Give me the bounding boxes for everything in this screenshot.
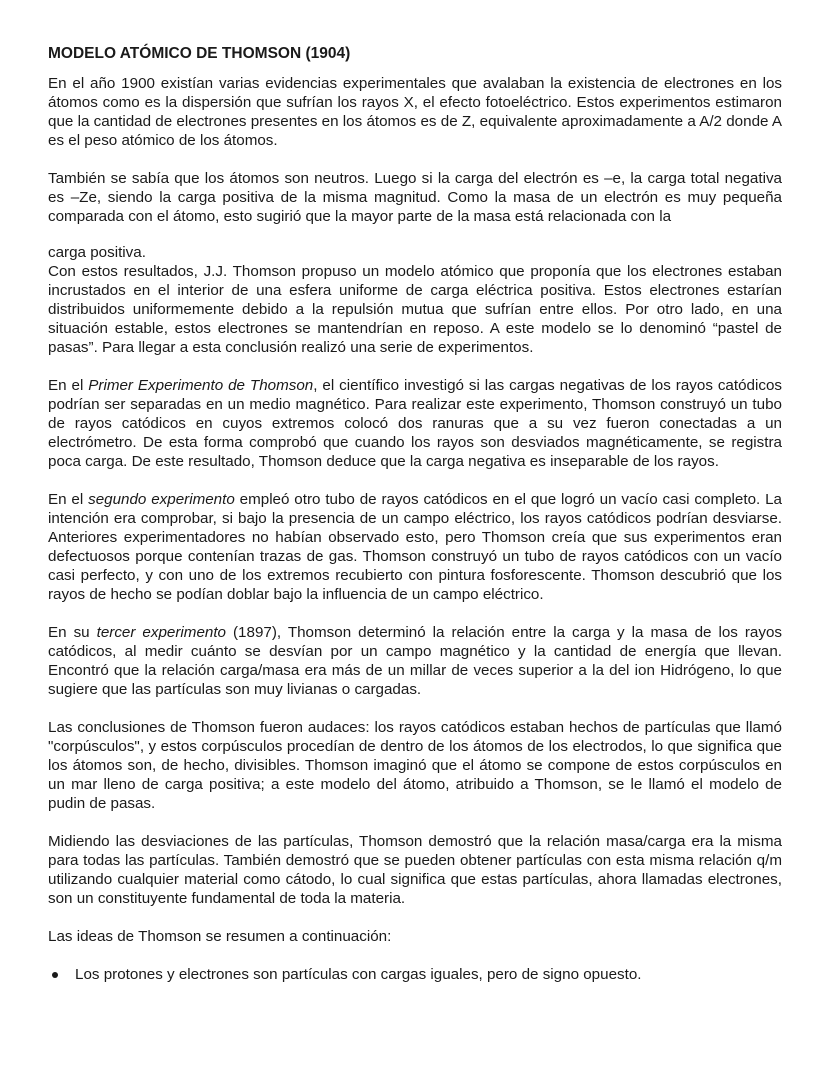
paragraph-thomson-model: Con estos resultados, J.J. Thomson propuso un modelo atómico que proponía que los electrones estaban incrustados en el interior de una esfera uniforme de carga eléctrica positiva. Estos electrones estarían distribuidos uniformemente debido a la repulsión mutua que sufrían entre ellos. Por otro lado, en una situación estable, estos electrones se mantendrían en reposo. A este modelo se lo denominó “pastel de pasas”. Para llegar a esta conclusión realizó una serie de experimentos.: [48, 263, 782, 356]
list-item: [48, 965, 782, 984]
text-run: , el científico investigó si las cargas negativas de los rayos catódicos podrían ser separadas en un medio magnético. Para realizar este experimento, Thomson construyó un tubo de rayos catódicos en cuyos extremos colocó dos ranuras que a su vez fueron conectadas a un electrómetro. De esta forma comprobó que cuando los rayos son desviados magnéticamente, se registra poca carga. De este resultado, Thomson deduce que la carga negativa es inseparable de los rayos.: [48, 377, 783, 470]
paragraph-conclusions: Las conclusiones de Thomson fueron audaces: los rayos catódicos estaban hechos de partículas que llamó "corpúsculos", y estos corpúsculos procedían de dentro de los átomos de los electrodos, lo que significa que los átomos son, de hecho, divisibles. Thomson imaginó que el átomo se compone de estos corpúsculos en un mar lleno de carga positiva; a este modelo del átomo, atribuido a Thomson, se le llamó el modelo de pudin de pasas.: [48, 719, 782, 812]
text-run: (1897), Thomson determinó la relación entre la carga y la masa de los rayos catódicos, al medir cuánto se desvían por un campo magnético y la cantidad de energía que llevan. Encontró que la relación carga/masa era más de un millar de veces superior a la del ion Hidrógeno, lo que sugiere que las partículas son muy livianas o cargadas.: [48, 624, 782, 698]
summary-list: [48, 965, 782, 984]
text-run: En su: [48, 624, 97, 641]
paragraph-neutral-atoms: También se sabía que los átomos son neutros. Luego si la carga del electrón es –e, la carga total negativa es –Ze, siendo la carga positiva de la misma magnitud. Como la masa de un electrón es muy pequeña comparada con el átomo, esto sugirió que la mayor parte de la masa está relacionada con la: [48, 170, 782, 225]
bullet-icon: [52, 972, 58, 978]
paragraph-intro: En el año 1900 existían varias evidencias experimentales que avalaban la existencia de electrones en los átomos como es la dispersión que sufrían los rayos X, el efecto fotoeléctrico. Estos experimentos estimaron que la cantidad de electrones presentes en los átomos es de Z, equivalente aproximadamente a A/2 donde A es el peso atómico de los átomos.: [48, 75, 782, 149]
text-run: En el: [48, 377, 89, 394]
list-item-text: Los protones y electrones son partículas con cargas iguales, pero de signo opuesto.: [75, 966, 642, 983]
document-title: MODELO ATÓMICO DE THOMSON (1904): [48, 45, 351, 62]
italic-term: tercer experimento: [96, 624, 226, 641]
paragraph-third-experiment: [48, 623, 782, 699]
italic-term: Primer Experimento de Thomson: [88, 377, 314, 394]
text-run: empleó otro tubo de rayos catódicos en el que logró un vacío casi completo. La intención era comprobar, si bajo la presencia de un campo eléctrico, los rayos catódicos podrían desviarse. Anteriores experimentadores no habían observado esto, pero Thomson creía que sus experimentos eran defectuosos porque contenían trazas de gas. Thomson construyó un tubo de rayos catódicos con un vacío casi perfecto, y con uno de los extremos recubierto con pintura fosforescente. Thomson descubrió que los rayos de hecho se podían doblar bajo la influencia de un campo eléctrico.: [48, 491, 782, 603]
paragraph-neutral-atoms-continued: carga positiva.: [48, 244, 146, 261]
paragraph-first-experiment: [48, 376, 782, 471]
paragraph-mass-charge: Midiendo las desviaciones de las partículas, Thomson demostró que la relación masa/carga era la misma para todas las partículas. También demostró que se pueden obtener partículas con esta misma relación q/m utilizando cualquier material como cátodo, lo cual significa que estas partículas, ahora llamadas electrones, son un constituyente fundamental de toda la materia.: [48, 833, 782, 907]
paragraph-summary-intro: Las ideas de Thomson se resumen a continuación:: [48, 928, 392, 945]
paragraph-second-experiment: [48, 490, 782, 604]
text-run: En el: [48, 491, 89, 508]
italic-term: segundo experimento: [88, 491, 235, 508]
